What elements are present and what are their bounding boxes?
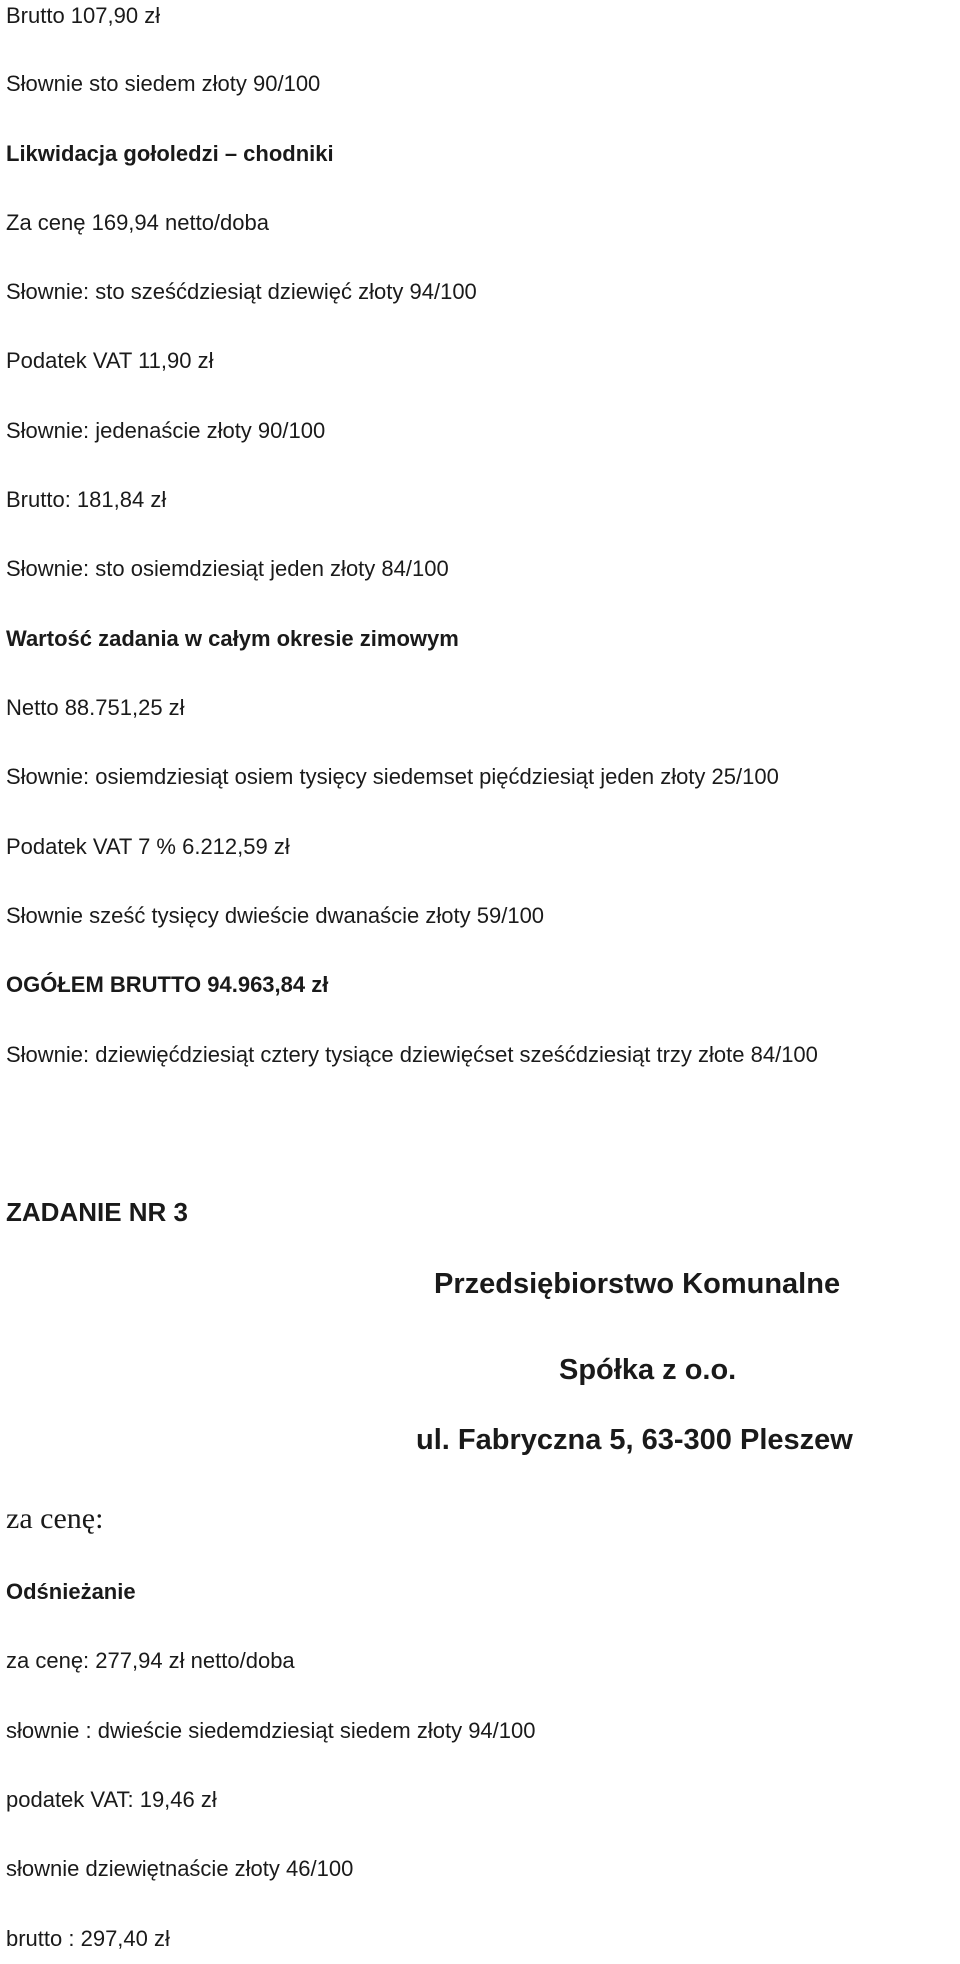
vat-total-words-line: Słownie sześć tysięcy dwieście dwanaście złoty 59/100	[6, 903, 545, 928]
company-name-line2: Spółka z o.o.	[559, 1354, 737, 1386]
company-name-line1: Przedsiębiorstwo Komunalne	[434, 1268, 841, 1300]
task3-price-line: za cenę: 277,94 zł netto/doba	[6, 1648, 295, 1673]
brutto-words-line: Słownie sto siedem złoty 90/100	[6, 71, 321, 96]
gross-words-line: Słownie: sto osiemdziesiąt jeden złoty 84/100	[6, 556, 449, 581]
brutto-line: Brutto 107,90 zł	[6, 3, 161, 28]
season-total-heading: Wartość zadania w całym okresie zimowym	[6, 626, 459, 651]
gross-total-words-line: Słownie: dziewięćdziesiąt cztery tysiące dziewięćset sześćdziesiąt trzy złote 84/100	[6, 1042, 818, 1067]
price-line: Za cenę 169,94 netto/doba	[6, 210, 269, 235]
task3-heading: ZADANIE NR 3	[6, 1197, 189, 1227]
subtask-heading: Likwidacja gołoledzi – chodniki	[6, 141, 334, 166]
gross-total-line: OGÓŁEM BRUTTO 94.963,84 zł	[6, 972, 329, 997]
net-total-words-line: Słownie: osiemdziesiąt osiem tysięcy siedemset pięćdziesiąt jeden złoty 25/100	[6, 764, 779, 789]
vat-total-line: Podatek VAT 7 % 6.212,59 zł	[6, 834, 290, 859]
net-total-line: Netto 88.751,25 zł	[6, 695, 185, 720]
price-words-line: Słownie: sto sześćdziesiąt dziewięć złoty 94/100	[6, 279, 477, 304]
task3-vat-words-line: słownie dziewiętnaście złoty 46/100	[6, 1856, 354, 1881]
task3-gross-line: brutto : 297,40 zł	[6, 1926, 170, 1951]
task3-vat-line: podatek VAT: 19,46 zł	[6, 1787, 217, 1812]
company-address-line: ul. Fabryczna 5, 63-300 Pleszew	[416, 1424, 853, 1456]
vat-line: Podatek VAT 11,90 zł	[6, 348, 214, 373]
vat-words-line: Słownie: jedenaście złoty 90/100	[6, 418, 326, 443]
service-name: Odśnieżanie	[6, 1579, 136, 1604]
gross-line: Brutto: 181,84 zł	[6, 487, 167, 512]
task3-price-words-line: słownie : dwieście siedemdziesiąt siedem złoty 94/100	[6, 1718, 536, 1743]
price-label: za cenę:	[6, 1502, 104, 1535]
